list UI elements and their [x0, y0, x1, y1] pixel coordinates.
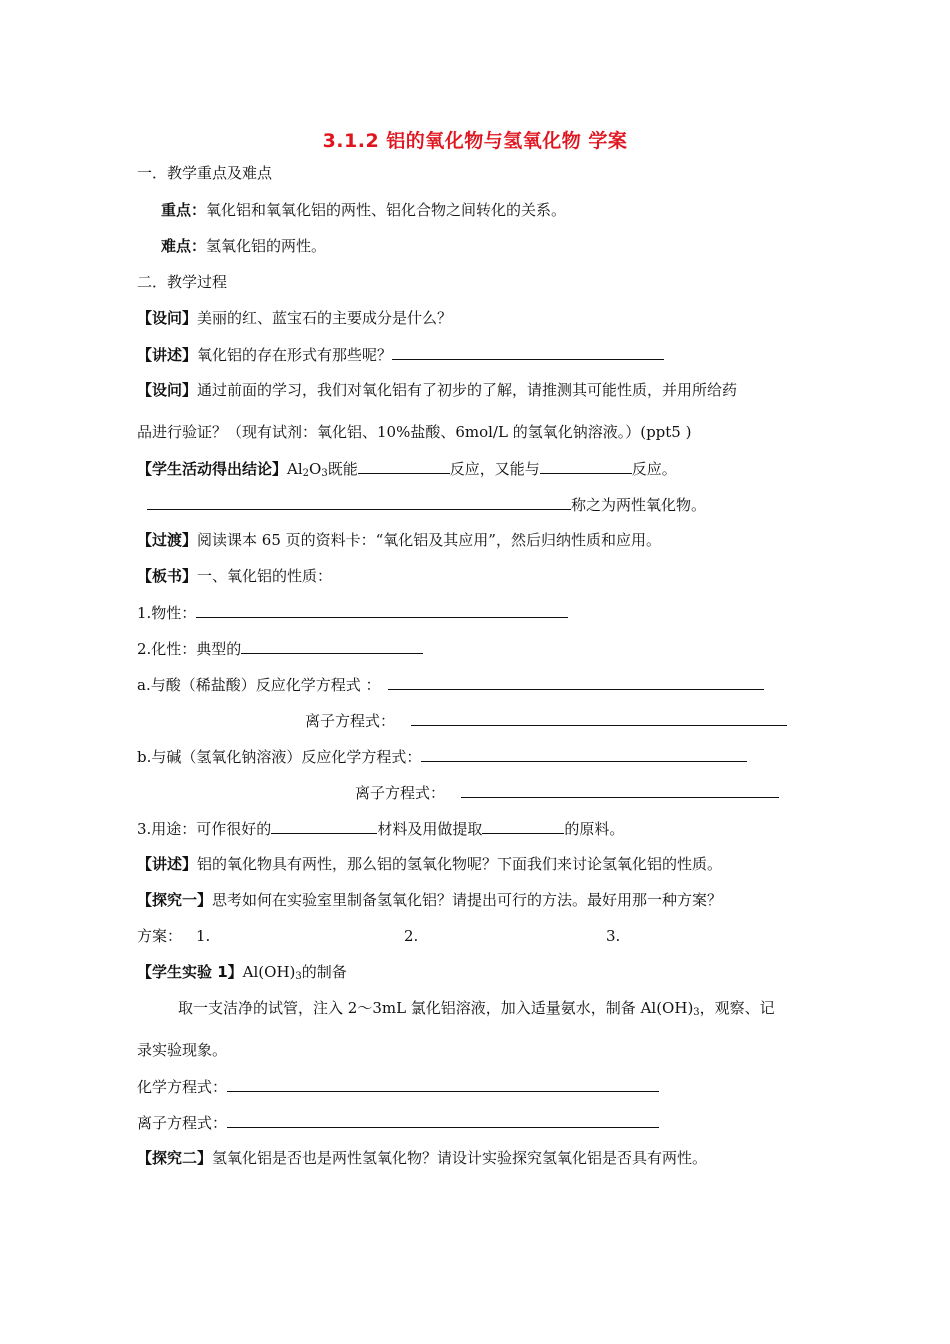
- activity-text: 既能: [327, 460, 358, 478]
- exploration-2: [137, 1148, 707, 1168]
- formula-al: Al: [287, 460, 303, 478]
- physical-property-label: 1.物性：: [137, 604, 197, 622]
- experiment-text: 的制备: [301, 963, 347, 981]
- amphoteric-line: [147, 494, 706, 515]
- exploration-2-label: 【探究二】: [137, 1149, 213, 1167]
- board-label: 【板书】: [137, 567, 198, 585]
- procedure-text: 取一支洁净的试管，注入 2～3mL 氯化铝溶液，加入适量氨水，制备 Al(OH): [178, 999, 694, 1017]
- answer-blank[interactable]: [241, 638, 423, 654]
- acid-reaction: [137, 674, 764, 695]
- plan-3: 3.: [606, 927, 621, 945]
- exploration-2-text: 氢氧化铝是否也是两性氢氧化物？请设计实验探究氢氧化铝是否具有两性。: [212, 1149, 708, 1167]
- difficulty-point: [161, 236, 326, 256]
- lecture-1-text: 氧化铝的存在形式有那些呢？: [197, 346, 393, 364]
- question-2-line2: 品进行验证？（现有试剂：氧化铝、10%盐酸、6mol/L 的氢氧化钠溶液。）(ppt5 ): [137, 423, 692, 441]
- formula-aloh: Al(OH): [242, 963, 296, 981]
- answer-blank[interactable]: [227, 1076, 659, 1092]
- base-ion-equation: [355, 782, 779, 803]
- uses-text: 的原料。: [564, 820, 625, 838]
- student-activity-label: 【学生活动得出结论】: [137, 460, 288, 478]
- plan-2: 2.: [404, 927, 419, 945]
- answer-blank[interactable]: [147, 494, 571, 510]
- chemical-property-label: 2.化性：典型的: [137, 640, 242, 658]
- uses-text: 材料及用做提取: [377, 820, 483, 838]
- answer-blank[interactable]: [421, 746, 747, 762]
- activity-text: 反应，又能与: [449, 460, 540, 478]
- base-reaction-label: b.与碱（氢氧化钠溶液）反应化学方程式：: [137, 748, 422, 766]
- key-point: [161, 200, 566, 220]
- lecture-2-text: 铝的氧化物具有两性，那么铝的氢氧化物呢？下面我们来讨论氢氧化铝的性质。: [197, 855, 723, 873]
- amphoteric-text: 称之为两性氧化物。: [571, 496, 707, 514]
- transition-label: 【过渡】: [137, 531, 198, 549]
- physical-property: [137, 602, 568, 623]
- exploration-1: [137, 890, 722, 910]
- ion-equation-label: 离子方程式：: [305, 712, 396, 730]
- answer-blank[interactable]: [271, 818, 377, 834]
- answer-blank[interactable]: [227, 1112, 659, 1128]
- procedure-line2: 录实验现象。: [137, 1041, 228, 1059]
- lecture-1-label: 【讲述】: [137, 346, 198, 364]
- uses: [137, 818, 624, 839]
- exploration-1-label: 【探究一】: [137, 891, 213, 909]
- board-text: 一、氧化铝的性质：: [197, 567, 333, 585]
- formula-sub: 3: [321, 468, 328, 479]
- student-experiment-label: 【学生实验 1】: [137, 963, 243, 981]
- chemical-equation-label: 化学方程式：: [137, 1078, 228, 1096]
- base-reaction: [137, 746, 747, 767]
- answer-blank[interactable]: [196, 602, 568, 618]
- question-1: [137, 308, 452, 328]
- acid-ion-equation: [305, 710, 787, 731]
- transition: [137, 530, 661, 550]
- procedure-text: ，观察、记: [699, 999, 775, 1017]
- chemical-property: [137, 638, 423, 659]
- ion-equation: [137, 1112, 659, 1133]
- section-1-heading: 一．教学重点及难点: [137, 164, 273, 182]
- formula-sub: 3: [693, 1007, 700, 1018]
- board-writing: [137, 566, 332, 586]
- answer-blank[interactable]: [392, 344, 664, 360]
- question-1-text: 美丽的红、蓝宝石的主要成分是什么？: [197, 309, 453, 327]
- difficulty-text: 氢氧化铝的两性。: [206, 237, 327, 255]
- question-2-line1: 通过前面的学习，我们对氧化铝有了初步的了解，请推测其可能性质，并用所给药: [197, 381, 738, 399]
- question-2: [137, 380, 737, 400]
- answer-blank[interactable]: [411, 710, 787, 726]
- answer-blank[interactable]: [388, 674, 764, 690]
- uses-text: 3.用途：可作很好的: [137, 820, 272, 838]
- plan-label: 方案：: [137, 927, 183, 945]
- section-2-heading: 二．教学过程: [137, 273, 228, 291]
- student-experiment: [137, 962, 347, 987]
- procedure-line1: [178, 998, 775, 1023]
- formula-sub: 3: [295, 971, 302, 982]
- chemical-equation: [137, 1076, 659, 1097]
- question-1-label: 【设问】: [137, 309, 198, 327]
- activity-text: 反应。: [631, 460, 677, 478]
- answer-blank[interactable]: [358, 458, 450, 474]
- acid-reaction-label: a.与酸（稀盐酸）反应化学方程式 ：: [137, 676, 381, 694]
- lecture-1: [137, 344, 664, 365]
- difficulty-label: 难点：: [161, 237, 207, 255]
- ion-equation-label: 离子方程式：: [137, 1114, 228, 1132]
- formula-sub: 2: [302, 468, 310, 479]
- transition-text: 阅读课本 65 页的资料卡：“氧化铝及其应用”，然后归纳性质和应用。: [197, 531, 661, 549]
- answer-blank[interactable]: [461, 782, 779, 798]
- ion-equation-label: 离子方程式：: [355, 784, 446, 802]
- plan-1: 1.: [196, 927, 211, 945]
- student-activity: [137, 458, 677, 484]
- key-point-label: 重点：: [161, 201, 207, 219]
- answer-blank[interactable]: [482, 818, 564, 834]
- key-point-text: 氧化铝和氧氧化铝的两性、铝化合物之间转化的关系。: [206, 201, 567, 219]
- question-2-label: 【设问】: [137, 381, 198, 399]
- formula-o: O: [309, 460, 322, 478]
- lecture-2-label: 【讲述】: [137, 855, 198, 873]
- page-title: 3.1.2 铝的氧化物与氢氧化物 学案: [322, 130, 628, 152]
- exploration-1-text: 思考如何在实验室里制备氢氧化铝？请提出可行的方法。最好用那一种方案？: [212, 891, 723, 909]
- answer-blank[interactable]: [540, 458, 632, 474]
- lecture-2: [137, 854, 722, 874]
